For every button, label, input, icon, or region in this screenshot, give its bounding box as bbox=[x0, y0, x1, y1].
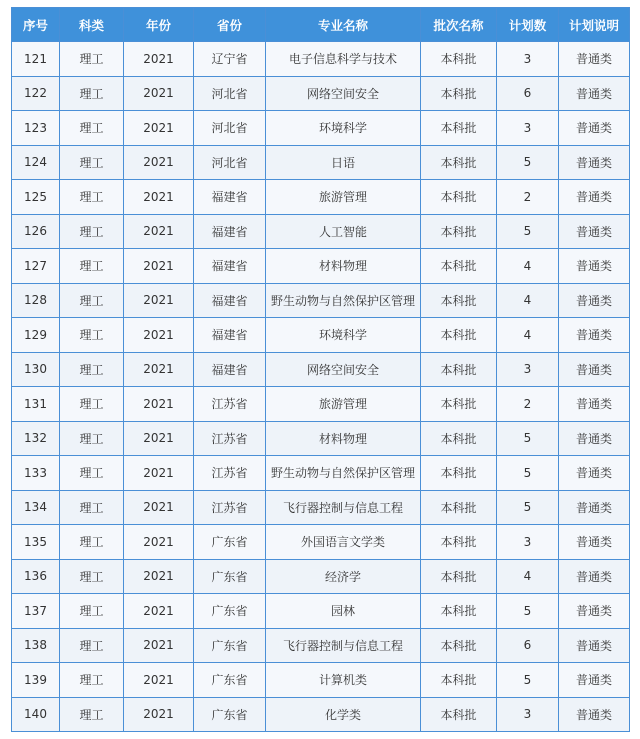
cell-province: 广东省 bbox=[194, 559, 266, 594]
cell-year: 2021 bbox=[124, 42, 194, 77]
cell-plan-count: 3 bbox=[497, 525, 559, 560]
cell-subject-category: 理工 bbox=[60, 559, 124, 594]
cell-province: 广东省 bbox=[194, 628, 266, 663]
cell-subject-category: 理工 bbox=[60, 249, 124, 284]
cell-serial-number: 123 bbox=[12, 111, 60, 146]
cell-year: 2021 bbox=[124, 318, 194, 353]
cell-province: 江苏省 bbox=[194, 421, 266, 456]
cell-serial-number: 136 bbox=[12, 559, 60, 594]
cell-major-name: 化学类 bbox=[266, 697, 421, 732]
cell-major-name: 野生动物与自然保护区管理 bbox=[266, 283, 421, 318]
cell-plan-count: 2 bbox=[497, 180, 559, 215]
cell-plan-note: 普通类 bbox=[559, 111, 630, 146]
cell-serial-number: 131 bbox=[12, 387, 60, 422]
cell-subject-category: 理工 bbox=[60, 318, 124, 353]
cell-batch-name: 本科批 bbox=[421, 594, 497, 629]
cell-serial-number: 137 bbox=[12, 594, 60, 629]
table-row bbox=[12, 559, 630, 594]
cell-batch-name: 本科批 bbox=[421, 559, 497, 594]
cell-batch-name: 本科批 bbox=[421, 145, 497, 180]
cell-year: 2021 bbox=[124, 490, 194, 525]
cell-province: 福建省 bbox=[194, 249, 266, 284]
header-batch-name: 批次名称 bbox=[421, 8, 497, 42]
cell-plan-count: 5 bbox=[497, 421, 559, 456]
cell-subject-category: 理工 bbox=[60, 42, 124, 77]
cell-province: 江苏省 bbox=[194, 456, 266, 491]
cell-year: 2021 bbox=[124, 214, 194, 249]
cell-plan-note: 普通类 bbox=[559, 697, 630, 732]
cell-province: 辽宁省 bbox=[194, 42, 266, 77]
cell-batch-name: 本科批 bbox=[421, 525, 497, 560]
cell-province: 江苏省 bbox=[194, 387, 266, 422]
header-province: 省份 bbox=[194, 8, 266, 42]
cell-plan-note: 普通类 bbox=[559, 352, 630, 387]
cell-year: 2021 bbox=[124, 145, 194, 180]
table-body bbox=[12, 42, 630, 732]
cell-plan-count: 3 bbox=[497, 42, 559, 77]
cell-batch-name: 本科批 bbox=[421, 214, 497, 249]
table-row bbox=[12, 145, 630, 180]
table-row bbox=[12, 42, 630, 77]
cell-subject-category: 理工 bbox=[60, 180, 124, 215]
cell-subject-category: 理工 bbox=[60, 214, 124, 249]
cell-serial-number: 129 bbox=[12, 318, 60, 353]
cell-plan-count: 4 bbox=[497, 249, 559, 284]
cell-plan-note: 普通类 bbox=[559, 525, 630, 560]
cell-plan-count: 4 bbox=[497, 318, 559, 353]
cell-plan-note: 普通类 bbox=[559, 628, 630, 663]
cell-batch-name: 本科批 bbox=[421, 697, 497, 732]
cell-province: 福建省 bbox=[194, 180, 266, 215]
cell-subject-category: 理工 bbox=[60, 111, 124, 146]
cell-batch-name: 本科批 bbox=[421, 456, 497, 491]
cell-year: 2021 bbox=[124, 249, 194, 284]
cell-subject-category: 理工 bbox=[60, 352, 124, 387]
cell-year: 2021 bbox=[124, 559, 194, 594]
cell-subject-category: 理工 bbox=[60, 283, 124, 318]
table-row bbox=[12, 352, 630, 387]
table-row bbox=[12, 421, 630, 456]
table-row bbox=[12, 214, 630, 249]
cell-major-name: 电子信息科学与技术 bbox=[266, 42, 421, 77]
cell-major-name: 旅游管理 bbox=[266, 180, 421, 215]
cell-province: 河北省 bbox=[194, 145, 266, 180]
cell-plan-count: 3 bbox=[497, 352, 559, 387]
cell-major-name: 环境科学 bbox=[266, 111, 421, 146]
table-row bbox=[12, 249, 630, 284]
header-major-name: 专业名称 bbox=[266, 8, 421, 42]
cell-batch-name: 本科批 bbox=[421, 42, 497, 77]
cell-year: 2021 bbox=[124, 111, 194, 146]
table-row bbox=[12, 76, 630, 111]
table-row bbox=[12, 318, 630, 353]
cell-major-name: 经济学 bbox=[266, 559, 421, 594]
cell-year: 2021 bbox=[124, 76, 194, 111]
cell-plan-note: 普通类 bbox=[559, 42, 630, 77]
cell-plan-count: 5 bbox=[497, 663, 559, 698]
cell-batch-name: 本科批 bbox=[421, 180, 497, 215]
table-row bbox=[12, 697, 630, 732]
cell-plan-note: 普通类 bbox=[559, 249, 630, 284]
cell-plan-count: 5 bbox=[497, 490, 559, 525]
cell-plan-note: 普通类 bbox=[559, 490, 630, 525]
cell-plan-note: 普通类 bbox=[559, 663, 630, 698]
cell-serial-number: 135 bbox=[12, 525, 60, 560]
cell-subject-category: 理工 bbox=[60, 387, 124, 422]
cell-province: 河北省 bbox=[194, 111, 266, 146]
table-row bbox=[12, 628, 630, 663]
cell-year: 2021 bbox=[124, 663, 194, 698]
cell-major-name: 飞行器控制与信息工程 bbox=[266, 628, 421, 663]
cell-province: 江苏省 bbox=[194, 490, 266, 525]
cell-plan-note: 普通类 bbox=[559, 594, 630, 629]
cell-subject-category: 理工 bbox=[60, 628, 124, 663]
cell-serial-number: 138 bbox=[12, 628, 60, 663]
cell-plan-count: 6 bbox=[497, 628, 559, 663]
cell-serial-number: 130 bbox=[12, 352, 60, 387]
cell-batch-name: 本科批 bbox=[421, 76, 497, 111]
cell-province: 广东省 bbox=[194, 525, 266, 560]
table-row bbox=[12, 387, 630, 422]
cell-plan-count: 5 bbox=[497, 456, 559, 491]
cell-year: 2021 bbox=[124, 697, 194, 732]
cell-batch-name: 本科批 bbox=[421, 421, 497, 456]
cell-subject-category: 理工 bbox=[60, 76, 124, 111]
cell-plan-count: 5 bbox=[497, 214, 559, 249]
cell-subject-category: 理工 bbox=[60, 663, 124, 698]
cell-serial-number: 125 bbox=[12, 180, 60, 215]
cell-major-name: 材料物理 bbox=[266, 249, 421, 284]
cell-subject-category: 理工 bbox=[60, 456, 124, 491]
cell-year: 2021 bbox=[124, 352, 194, 387]
cell-province: 福建省 bbox=[194, 214, 266, 249]
cell-province: 广东省 bbox=[194, 663, 266, 698]
table-row bbox=[12, 456, 630, 491]
cell-subject-category: 理工 bbox=[60, 145, 124, 180]
cell-subject-category: 理工 bbox=[60, 594, 124, 629]
cell-subject-category: 理工 bbox=[60, 525, 124, 560]
cell-batch-name: 本科批 bbox=[421, 249, 497, 284]
cell-year: 2021 bbox=[124, 628, 194, 663]
cell-plan-count: 5 bbox=[497, 594, 559, 629]
cell-plan-note: 普通类 bbox=[559, 387, 630, 422]
cell-plan-count: 6 bbox=[497, 76, 559, 111]
cell-year: 2021 bbox=[124, 525, 194, 560]
cell-plan-count: 3 bbox=[497, 111, 559, 146]
cell-batch-name: 本科批 bbox=[421, 387, 497, 422]
cell-plan-count: 4 bbox=[497, 559, 559, 594]
cell-serial-number: 126 bbox=[12, 214, 60, 249]
cell-province: 广东省 bbox=[194, 697, 266, 732]
cell-major-name: 日语 bbox=[266, 145, 421, 180]
cell-plan-count: 4 bbox=[497, 283, 559, 318]
cell-plan-note: 普通类 bbox=[559, 180, 630, 215]
cell-major-name: 野生动物与自然保护区管理 bbox=[266, 456, 421, 491]
cell-batch-name: 本科批 bbox=[421, 490, 497, 525]
cell-batch-name: 本科批 bbox=[421, 111, 497, 146]
table-row bbox=[12, 525, 630, 560]
cell-year: 2021 bbox=[124, 421, 194, 456]
cell-serial-number: 140 bbox=[12, 697, 60, 732]
header-subject-category: 科类 bbox=[60, 8, 124, 42]
header-plan-count: 计划数 bbox=[497, 8, 559, 42]
cell-major-name: 人工智能 bbox=[266, 214, 421, 249]
cell-major-name: 外国语言文学类 bbox=[266, 525, 421, 560]
cell-batch-name: 本科批 bbox=[421, 628, 497, 663]
cell-province: 福建省 bbox=[194, 352, 266, 387]
cell-serial-number: 121 bbox=[12, 42, 60, 77]
cell-year: 2021 bbox=[124, 456, 194, 491]
cell-plan-note: 普通类 bbox=[559, 559, 630, 594]
cell-serial-number: 128 bbox=[12, 283, 60, 318]
cell-major-name: 旅游管理 bbox=[266, 387, 421, 422]
cell-plan-note: 普通类 bbox=[559, 145, 630, 180]
cell-major-name: 网络空间安全 bbox=[266, 352, 421, 387]
cell-year: 2021 bbox=[124, 180, 194, 215]
cell-province: 福建省 bbox=[194, 318, 266, 353]
cell-batch-name: 本科批 bbox=[421, 318, 497, 353]
cell-plan-note: 普通类 bbox=[559, 283, 630, 318]
table-row bbox=[12, 111, 630, 146]
cell-major-name: 园林 bbox=[266, 594, 421, 629]
cell-major-name: 计算机类 bbox=[266, 663, 421, 698]
cell-major-name: 飞行器控制与信息工程 bbox=[266, 490, 421, 525]
cell-plan-note: 普通类 bbox=[559, 318, 630, 353]
cell-major-name: 材料物理 bbox=[266, 421, 421, 456]
cell-batch-name: 本科批 bbox=[421, 283, 497, 318]
cell-serial-number: 122 bbox=[12, 76, 60, 111]
cell-major-name: 环境科学 bbox=[266, 318, 421, 353]
admission-plan-table bbox=[11, 7, 630, 732]
table-row bbox=[12, 180, 630, 215]
header-year: 年份 bbox=[124, 8, 194, 42]
cell-serial-number: 133 bbox=[12, 456, 60, 491]
cell-year: 2021 bbox=[124, 283, 194, 318]
header-serial-number: 序号 bbox=[12, 8, 60, 42]
cell-batch-name: 本科批 bbox=[421, 663, 497, 698]
table-row bbox=[12, 663, 630, 698]
cell-plan-count: 2 bbox=[497, 387, 559, 422]
table-header-row bbox=[12, 8, 630, 42]
table-row bbox=[12, 283, 630, 318]
table-row bbox=[12, 490, 630, 525]
cell-province: 广东省 bbox=[194, 594, 266, 629]
cell-batch-name: 本科批 bbox=[421, 352, 497, 387]
table-row bbox=[12, 594, 630, 629]
cell-province: 福建省 bbox=[194, 283, 266, 318]
cell-year: 2021 bbox=[124, 594, 194, 629]
cell-province: 河北省 bbox=[194, 76, 266, 111]
cell-serial-number: 134 bbox=[12, 490, 60, 525]
cell-serial-number: 127 bbox=[12, 249, 60, 284]
cell-year: 2021 bbox=[124, 387, 194, 422]
cell-subject-category: 理工 bbox=[60, 697, 124, 732]
cell-plan-note: 普通类 bbox=[559, 456, 630, 491]
cell-plan-count: 5 bbox=[497, 145, 559, 180]
cell-subject-category: 理工 bbox=[60, 421, 124, 456]
header-plan-note: 计划说明 bbox=[559, 8, 630, 42]
cell-serial-number: 139 bbox=[12, 663, 60, 698]
cell-subject-category: 理工 bbox=[60, 490, 124, 525]
cell-plan-note: 普通类 bbox=[559, 421, 630, 456]
cell-plan-note: 普通类 bbox=[559, 76, 630, 111]
cell-major-name: 网络空间安全 bbox=[266, 76, 421, 111]
cell-plan-note: 普通类 bbox=[559, 214, 630, 249]
cell-serial-number: 124 bbox=[12, 145, 60, 180]
cell-serial-number: 132 bbox=[12, 421, 60, 456]
cell-plan-count: 3 bbox=[497, 697, 559, 732]
